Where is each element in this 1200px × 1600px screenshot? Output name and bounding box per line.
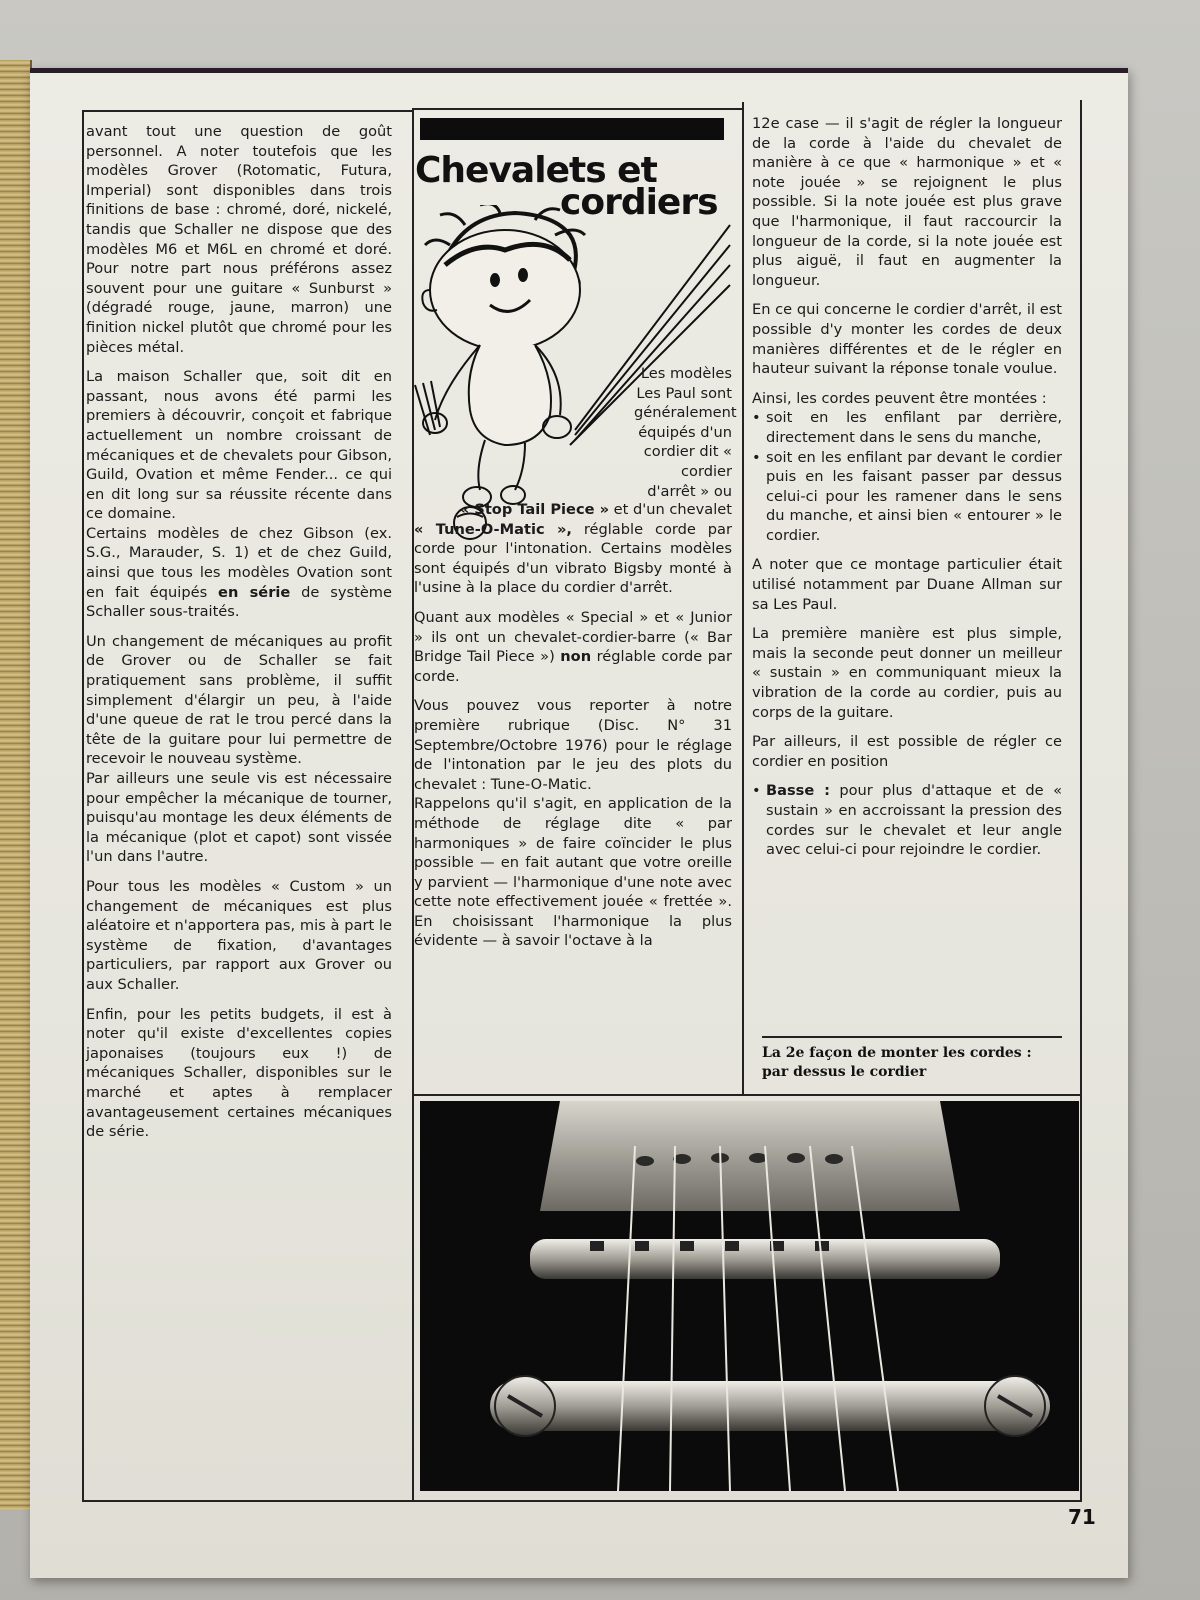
text-column-2 xyxy=(414,500,732,961)
col2-paragraph xyxy=(414,500,732,520)
left-frame-rule xyxy=(82,110,84,1502)
col2-paragraph xyxy=(414,520,732,598)
article-title-line1: Chevalets et xyxy=(415,150,657,191)
col1-paragraph xyxy=(86,524,392,622)
col2-paragraph: Vous pouvez vous reporter à notre première rubrique (Disc. N° 31 Septembre/Octobre 1976) pour le réglage de l'intonation par le jeu des plots du chevalet : Tune-O-Matic. xyxy=(414,697,732,793)
title-bar xyxy=(420,118,724,140)
col1-paragraph: Un changement de mécaniques au profit de Grover ou de Schaller se fait pratiquement sans problème, il suffit simplement d'élargir un peu, à l'aide d'une queue de rat le trou percé dans la tête de la guitare pour lui permettre de recevoir le nouveau système. xyxy=(86,632,392,768)
article-title-line2: cordiers xyxy=(560,182,718,223)
col3-bullet-item: • soit en les enfilant par derrière, directement dans le sens du manche, xyxy=(752,408,1062,447)
col2-side-text-body: Les modèles Les Paul sont généralement équipés d'un cordier dit « cordier d'arrêt » ou xyxy=(634,365,737,500)
col1-bold-text: en série xyxy=(218,583,291,601)
bridge-photo-svg xyxy=(420,1101,1079,1491)
col2-side-text xyxy=(634,364,737,501)
photo-caption: La 2e façon de monter les cordes : par dessus le cordier xyxy=(762,1036,1062,1082)
col3-paragraph: A noter que ce montage particulier était utilisé notamment par Duane Allman sur sa Les Paul. xyxy=(752,556,1062,613)
col1-paragraph: avant tout une question de goût personnel. A noter toutefois que les modèles Grover (Rotomatic, Futura, Imperial) sont disponibles dans trois finitions de base : chromé, doré, nickelé, tandis que Schaller ne dispose que des modèles M6 et M6L en chromé et doré. Pour notre part nous préférons assez souvent pour une guitare « Sunburst » (dégradé rouge, jaune, marron) une finition nickel plutôt que chromé pour les pièces métal. xyxy=(86,123,392,356)
text-column-3 xyxy=(752,114,1062,860)
col2-col3-divider xyxy=(742,102,744,1095)
col1-paragraph: Pour tous les modèles « Custom » un changement de mécaniques est plus aléatoire et n'apportera pas, mis à part le système de fixation, d'avantages particuliers, par rapport aux Grover ou aux Schaller. xyxy=(86,877,392,993)
col2-text: Quant aux modèles « Special » et « Junior » ils ont un chevalet-cordier-barre (« Bar Bridge Tail Piece ») xyxy=(414,608,732,666)
col3-bullet-item: • soit en les enfilant par devant le cordier puis en les faisant passer par dessus celui-ci pour les ramener dans le sens du manche, et ainsi bien « entourer » le cordier. xyxy=(752,448,1062,546)
col2-paragraph: Rappelons qu'il s'agit, en application de la méthode de réglage dite « par harmoniques » de faire coïncider le plus possible — en fait autant que votre oreille y parvient — l'harmonique d'une note avec cette note effectivement jouée « frettée ». En choisissant l'harmonique la plus évidente — à savoir l'octave à la xyxy=(414,795,732,950)
col3-bullet-item xyxy=(752,781,1062,859)
col2-text: réglable corde par corde. xyxy=(414,648,732,685)
bridge-photo xyxy=(420,1101,1079,1491)
frame-bottom-rule xyxy=(82,1500,1082,1502)
col1-paragraph: La maison Schaller que, soit dit en passant, nous avons été parmi les premiers à découvrir, conçoit et fabrique actuellement un nombre croissant de mécaniques et de chevalets pour Gibson, Guild, Ovation et même Fender... ce qui en dit long sur sa réussite récente dans ce domaine. xyxy=(86,368,392,523)
col1-top-rule xyxy=(82,110,412,112)
col3-paragraph: Par ailleurs, il est possible de régler ce cordier en position xyxy=(752,733,1062,770)
page-number: 71 xyxy=(1068,1505,1096,1529)
magazine-binding xyxy=(0,60,32,1510)
col2-top-rule xyxy=(412,108,742,110)
col2-bold-text: « Tune-O-Matic », xyxy=(414,520,572,538)
col3-bullet-list xyxy=(752,408,1062,545)
col3-bold-text: Basse : xyxy=(766,782,830,800)
col3-paragraph: En ce qui concerne le cordier d'arrêt, il est possible d'y monter les cordes de deux manières différentes et de le régler en hauteur suivant la réponse tonale voulue. xyxy=(752,301,1062,378)
col1-paragraph: Par ailleurs une seule vis est nécessaire pour empêcher la mécanique de tourner, puisqu'au montage les deux éléments de la mécanique (plot et capot) sont vissée l'un dans l'autre. xyxy=(86,770,392,866)
col2-paragraph xyxy=(414,608,732,686)
col2-bold-text: non xyxy=(560,648,592,666)
col2-text: réglable corde par corde pour l'intonation. Certains modèles sont équipés d'un vibrato Bigsby monté à l'usine à la place du cordier d'arrêt. xyxy=(414,520,732,597)
col1-text: de système Schaller sous-traités. xyxy=(86,583,393,621)
col3-paragraph: Ainsi, les cordes peuvent être montées : xyxy=(752,389,1047,407)
col2-bold-text: « Stop Tail Piece » xyxy=(459,501,610,518)
col3-bullet-list xyxy=(752,781,1062,859)
col1-paragraph: Enfin, pour les petits budgets, il est à noter qu'il existe d'excellentes copies japonaises (toujours eux !) de mécaniques Schaller, disponibles sur le marché et aptes à remplacer avantageusement certaines mécaniques de série. xyxy=(86,1005,392,1141)
col1-text: Certains modèles de chez Gibson (ex. S.G., Marauder, S. 1) et de chez Guild, ainsi que tous les modèles Ovation sont en fait équipés xyxy=(86,524,392,601)
col2-bottom-rule xyxy=(412,1094,1080,1096)
col3-paragraph: 12e case — il s'agit de régler la longueur de la corde à l'aide du chevalet de manière à ce que « harmonique » et « note jouée » se rejoignent le plus possible. Si la note jouée est plus grave que l'harmonique, il faut raccourcir la longueur de la corde, si la note jouée est plus aiguë, il faut en augmenter la longueur. xyxy=(752,115,1062,289)
col3-text: pour plus d'attaque et de « sustain » en accroissant la pression des cordes sur le chevalet et leur angle avec celui-ci pour rejoindre le cordier. xyxy=(766,782,1062,859)
text-column-1 xyxy=(86,122,392,1152)
col3-paragraph: La première manière est plus simple, mais la seconde peut donner un meilleur « sustain » en communiquant mieux la vibration de la corde au cordier, puis au corps de la guitare. xyxy=(752,625,1062,721)
right-frame-rule xyxy=(1080,100,1082,1502)
col2-text: et d'un chevalet xyxy=(613,501,732,518)
stop-tailpiece xyxy=(490,1381,1050,1431)
